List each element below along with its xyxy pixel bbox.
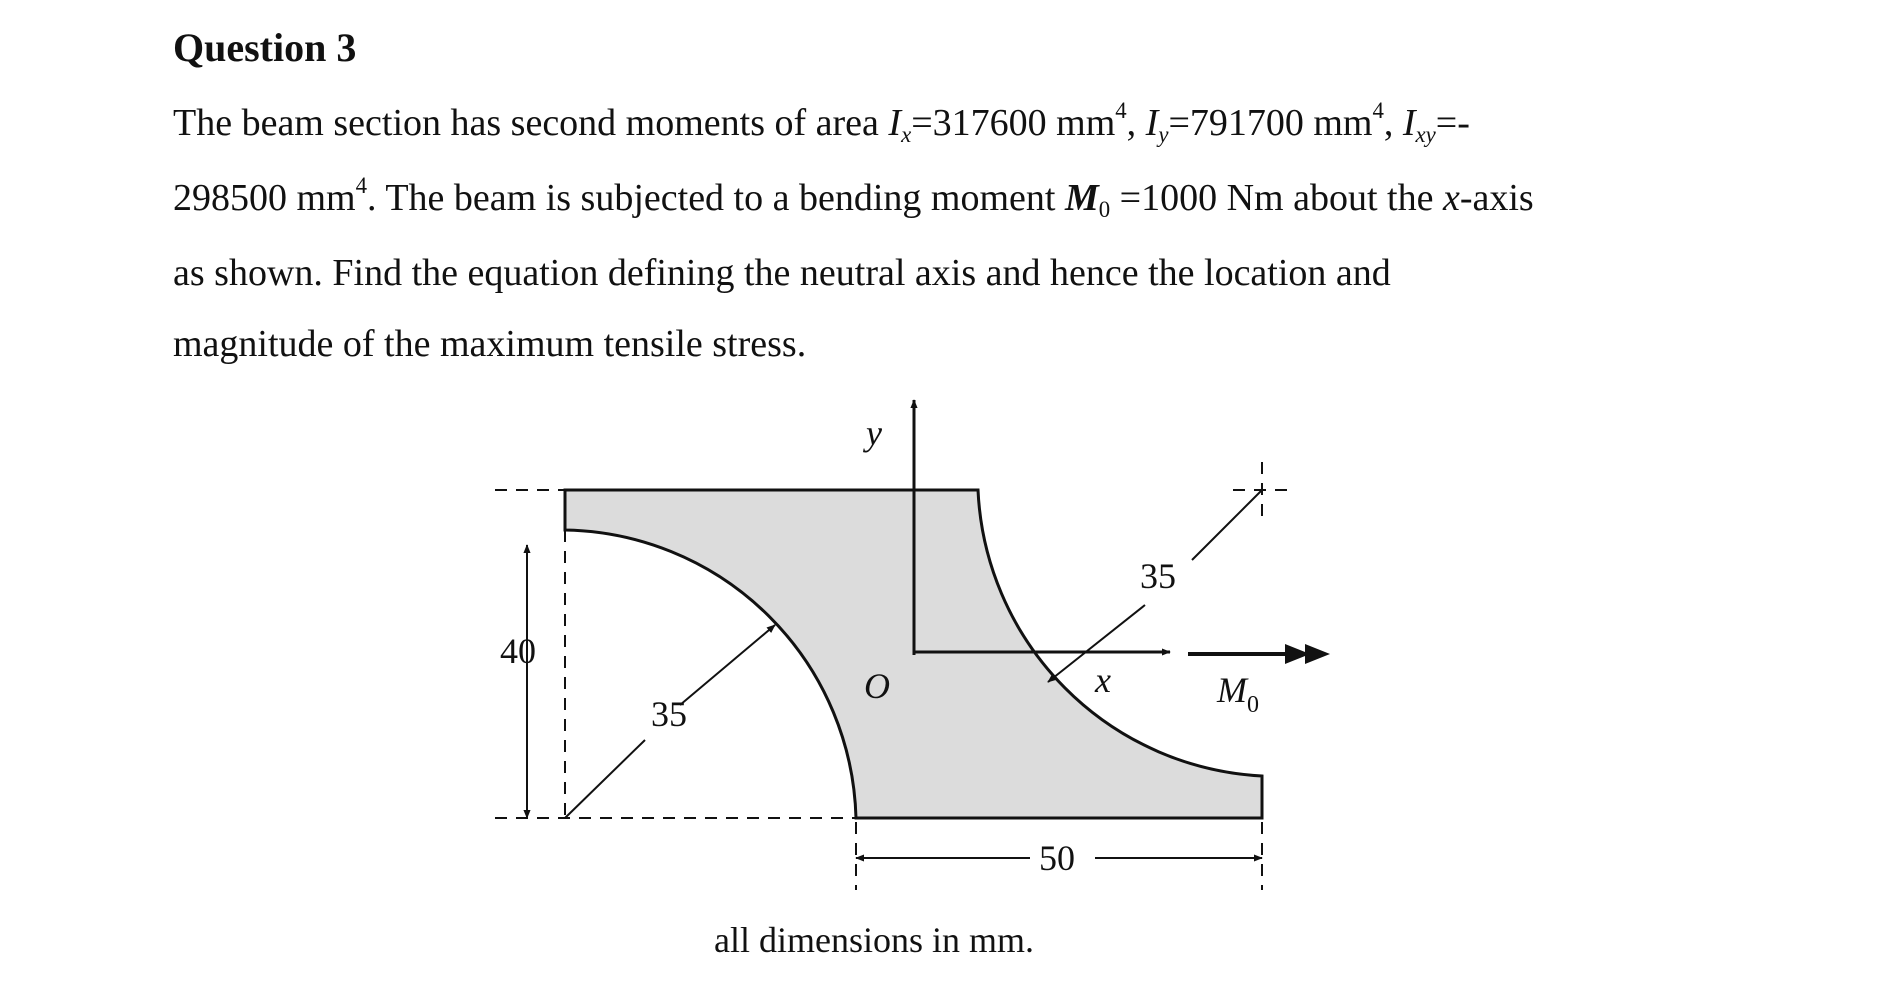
question-line-1: The beam section has second moments of area $I_x=317600$ $mm^4$, $I_y=791700$ $mm^4$, $I_{xy}=-$ xyxy=(173,97,1470,147)
width-dimension-label: 50 xyxy=(1039,838,1075,878)
moment-vector xyxy=(1188,644,1330,664)
question-line-3: as shown. Find the equation defining the neutral axis and hence the location and xyxy=(173,252,1391,294)
y-axis-label: y xyxy=(866,413,882,453)
radius-left-lower xyxy=(565,740,645,818)
moment-label: $M_0$ xyxy=(1217,670,1259,718)
x-axis-label: x xyxy=(1095,660,1111,700)
radius-left-label: 35 xyxy=(651,694,687,734)
question-line-4: magnitude of the maximum tensile stress. xyxy=(173,323,807,365)
question-heading: Question 3 xyxy=(173,25,357,70)
radius-left-upper xyxy=(680,625,775,705)
diagram-caption: all dimensions in mm. xyxy=(714,920,1034,960)
question-line-2: 298500 $mm^4$. The beam is subjected to a bending moment $M_0 =1000$ Nm about the x-axis xyxy=(173,172,1534,222)
height-dimension-label: 40 xyxy=(500,631,536,671)
radius-right-upper xyxy=(1192,490,1262,560)
radius-right-label: 35 xyxy=(1140,556,1176,596)
origin-label: O xyxy=(864,666,890,706)
